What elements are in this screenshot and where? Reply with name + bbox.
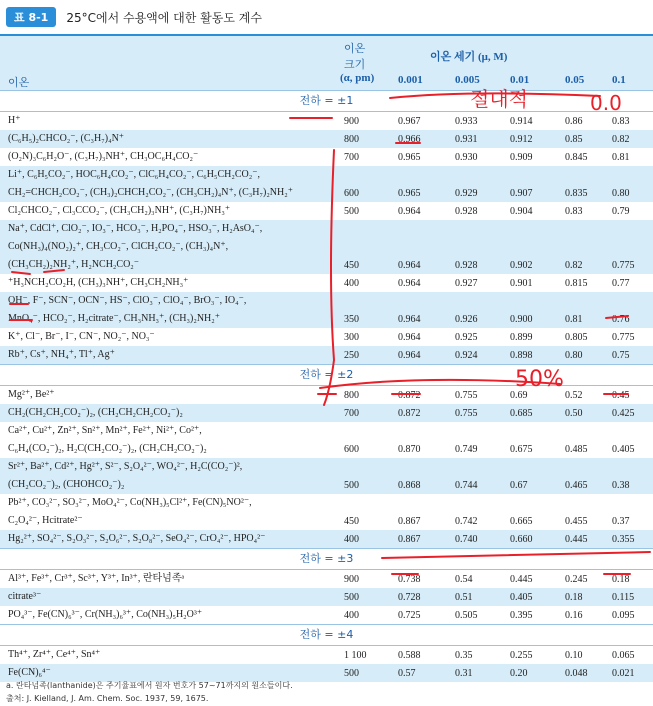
- activity-coefficient-cell: 0.872: [398, 390, 421, 401]
- ion-size-cell: 600: [344, 444, 359, 455]
- activity-coefficient-cell: 0.54: [455, 574, 473, 585]
- activity-coefficient-cell: 0.021: [612, 668, 635, 679]
- activity-coefficient-cell: 0.868: [398, 480, 421, 491]
- table-row: [0, 292, 653, 328]
- section-header: 전하 = ±1: [0, 90, 653, 112]
- activity-coefficient-cell: 0.405: [612, 444, 635, 455]
- activity-coefficient-cell: 0.964: [398, 332, 421, 343]
- table-row: [0, 130, 653, 148]
- footnote-lanthanide: a. 란타넘족(lanthanide)은 주기율표에서 원자 번호가 57~71까지의 원소들이다.: [6, 681, 293, 690]
- table-row: [0, 386, 653, 404]
- activity-coefficient-cell: 0.395: [510, 610, 533, 621]
- activity-coefficient-cell: 0.845: [565, 152, 588, 163]
- header-size-line1: 이온: [344, 42, 366, 55]
- activity-coefficient-cell: 0.665: [510, 516, 533, 527]
- activity-coefficient-cell: 0.83: [565, 206, 583, 217]
- ion-cell: [8, 606, 338, 624]
- ion-line: Li⁺, C₆H₅CO₂⁻, HOC₆H₄CO₂⁻, ClC₆H₄CO₂⁻, C₆H₅CH₂CO₂⁻,: [8, 169, 261, 180]
- activity-coefficient-cell: 0.51: [455, 592, 473, 603]
- activity-coefficient-cell: 0.355: [612, 534, 635, 545]
- activity-coefficient-cell: 0.870: [398, 444, 421, 455]
- table-row: [0, 646, 653, 664]
- activity-coefficient-cell: 0.835: [565, 188, 588, 199]
- activity-coefficient-cell: 0.930: [455, 152, 478, 163]
- table-row: [0, 588, 653, 606]
- ink-note-2: 0.0: [590, 91, 622, 115]
- ion-size-cell: 900: [344, 574, 359, 585]
- ion-line: Co(NH₃)₄(NO₂)₂⁺, CH₃CO₂⁻, ClCH₂CO₂⁻, (CH₃)₄N⁺,: [8, 241, 229, 252]
- section-header: 전하 = ±4: [0, 624, 653, 646]
- ion-line: (CH₂CO₂⁻)₂, (CHOHCO₂⁻)₂: [8, 479, 125, 490]
- activity-coefficient-cell: 0.967: [398, 116, 421, 127]
- activity-coefficient-cell: 0.405: [510, 592, 533, 603]
- activity-coefficient-cell: 0.928: [455, 260, 478, 271]
- ion-size-cell: 700: [344, 152, 359, 163]
- ion-line: (O₂N)₃C₆H₂O⁻, (C₃H₇)₃NH⁺, CH₃OC₆H₄CO₂⁻: [8, 151, 199, 162]
- ion-line: (C₆H₅)₂CHCO₂⁻, (C₃H₇)₄N⁺: [8, 133, 125, 144]
- activity-coefficient-cell: 0.425: [612, 408, 635, 419]
- header-strength-3: 0.01: [510, 74, 530, 86]
- ion-cell: [8, 292, 338, 328]
- activity-coefficient-cell: 0.914: [510, 116, 533, 127]
- activity-coefficient-cell: 0.16: [565, 610, 583, 621]
- activity-coefficient-cell: 0.660: [510, 534, 533, 545]
- activity-coefficient-cell: 0.909: [510, 152, 533, 163]
- activity-coefficient-cell: 0.85: [565, 134, 583, 145]
- table-badge: 표 8-1: [6, 7, 56, 27]
- activity-coefficient-cell: 0.964: [398, 260, 421, 271]
- activity-coefficient-cell: 0.685: [510, 408, 533, 419]
- activity-coefficient-cell: 0.964: [398, 206, 421, 217]
- ion-line: Th⁴⁺, Zr⁴⁺, Ce⁴⁺, Sn⁴⁺: [8, 649, 101, 660]
- ion-line: Sr²⁺, Ba²⁺, Cd²⁺, Hg²⁺, S²⁻, S₂O₄²⁻, WO₄²⁻, H₂C(CO₂⁻)²,: [8, 461, 243, 472]
- ion-line: H⁺: [8, 115, 21, 126]
- header-strength-4: 0.05: [565, 74, 585, 86]
- ion-size-cell: 400: [344, 610, 359, 621]
- ion-cell: [8, 346, 338, 364]
- ink-note-3: 50%: [515, 367, 564, 392]
- activity-coefficient-cell: 0.82: [565, 260, 583, 271]
- activity-coefficient-cell: 0.755: [455, 390, 478, 401]
- activity-coefficient-cell: 0.20: [510, 668, 528, 679]
- activity-coefficient-cell: 0.966: [398, 134, 421, 145]
- table-row: [0, 166, 653, 202]
- ion-size-cell: 500: [344, 592, 359, 603]
- ion-size-cell: 700: [344, 408, 359, 419]
- ion-cell: [8, 166, 338, 202]
- ion-line: Al³⁺, Fe³⁺, Cr³⁺, Sc³⁺, Y³⁺, In³⁺, 란타넘족ᵃ: [8, 573, 185, 584]
- table-row: [0, 274, 653, 292]
- ion-size-cell: 500: [344, 206, 359, 217]
- activity-coefficient-cell: 0.80: [565, 350, 583, 361]
- ion-size-cell: 350: [344, 314, 359, 325]
- activity-coefficient-cell: 0.928: [455, 206, 478, 217]
- activity-coefficient-cell: 0.18: [612, 574, 630, 585]
- activity-coefficient-cell: 0.81: [565, 314, 583, 325]
- activity-coefficient-cell: 0.902: [510, 260, 533, 271]
- activity-coefficient-cell: 0.588: [398, 650, 421, 661]
- ion-size-cell: 450: [344, 260, 359, 271]
- activity-coefficient-cell: 0.964: [398, 278, 421, 289]
- activity-coefficient-cell: 0.740: [455, 534, 478, 545]
- table-title: [6, 6, 262, 28]
- ion-line: C₆H₄(CO₂⁻)₂, H₂C(CH₂CO₂⁻)₂, (CH₂CH₂CO₂⁻)₂: [8, 443, 207, 454]
- table-row: [0, 422, 653, 458]
- activity-coefficient-cell: 0.965: [398, 152, 421, 163]
- activity-coefficient-cell: 0.965: [398, 188, 421, 199]
- activity-coefficient-cell: 0.912: [510, 134, 533, 145]
- ion-cell: [8, 148, 338, 166]
- activity-coefficient-cell: 0.75: [612, 350, 630, 361]
- activity-coefficient-cell: 0.775: [612, 332, 635, 343]
- ion-size-cell: 250: [344, 350, 359, 361]
- ion-size-cell: 300: [344, 332, 359, 343]
- ion-size-cell: 400: [344, 534, 359, 545]
- ion-line: OH⁻, F⁻, SCN⁻, OCN⁻, HS⁻, ClO₃⁻, ClO₄⁻, BrO₃⁻, IO₄⁻,: [8, 295, 247, 306]
- activity-coefficient-cell: 0.77: [612, 278, 630, 289]
- activity-coefficient-cell: 0.931: [455, 134, 478, 145]
- ion-line: Ca²⁺, Cu²⁺, Zn²⁺, Sn²⁺, Mn²⁺, Fe²⁺, Ni²⁺, Co²⁺,: [8, 425, 202, 436]
- ion-size-cell: 800: [344, 134, 359, 145]
- table-row: [0, 494, 653, 530]
- activity-coefficient-cell: 0.925: [455, 332, 478, 343]
- table-header: [0, 34, 653, 91]
- activity-coefficient-cell: 0.67: [510, 480, 528, 491]
- ink-note-1: 절대적: [470, 87, 528, 111]
- ion-size-cell: 900: [344, 116, 359, 127]
- activity-coefficient-cell: 0.445: [565, 534, 588, 545]
- ion-line: citrate³⁻: [8, 591, 42, 602]
- header-ion: 이온: [8, 76, 30, 89]
- activity-coefficient-cell: 0.255: [510, 650, 533, 661]
- ion-line: Mg²⁺, Be²⁺: [8, 389, 55, 400]
- ion-size-cell: 800: [344, 390, 359, 401]
- activity-coefficient-cell: 0.927: [455, 278, 478, 289]
- ion-cell: [8, 220, 338, 274]
- table-row: [0, 346, 653, 364]
- activity-coefficient-cell: 0.749: [455, 444, 478, 455]
- ion-cell: [8, 274, 338, 292]
- activity-coefficient-cell: 0.675: [510, 444, 533, 455]
- footnote-source: 출처: J. Kielland, J. Am. Chem. Soc. 1937, 59, 1675.: [6, 694, 209, 703]
- ion-cell: [8, 530, 338, 548]
- activity-coefficient-cell: 0.86: [565, 116, 583, 127]
- ion-cell: [8, 328, 338, 346]
- activity-coefficient-cell: 0.728: [398, 592, 421, 603]
- ion-cell: [8, 422, 338, 458]
- ion-line: C₂O₄²⁻, Hcitrate²⁻: [8, 515, 83, 526]
- activity-coefficient-cell: 0.805: [565, 332, 588, 343]
- ion-line: CH₂(CH₂CH₂CO₂⁻)₂, (CH₂CH₂CH₂CO₂⁻)₂: [8, 407, 183, 418]
- ion-line: MnO₄⁻, HCO₂⁻, H₂citrate⁻, CH₃NH₃⁺, (CH₃)₂NH₂⁺: [8, 313, 221, 324]
- ion-size-cell: 400: [344, 278, 359, 289]
- activity-coefficient-cell: 0.35: [455, 650, 473, 661]
- activity-coefficient-cell: 0.744: [455, 480, 478, 491]
- activity-coefficient-cell: 0.738: [398, 574, 421, 585]
- activity-coefficient-cell: 0.115: [612, 592, 635, 603]
- table-row: [0, 112, 653, 130]
- ion-line: Fe(CN)₆⁴⁻: [8, 667, 51, 678]
- activity-coefficient-cell: 0.899: [510, 332, 533, 343]
- ion-line: Cl₂CHCO₂⁻, Cl₃CCO₂⁻, (CH₃CH₂)₃NH⁺, (C₃H₇)NH₃⁺: [8, 205, 231, 216]
- activity-coefficient-cell: 0.81: [612, 152, 630, 163]
- table-row: [0, 202, 653, 220]
- ion-cell: [8, 404, 338, 422]
- table-row: [0, 458, 653, 494]
- ion-line: Pb²⁺, CO₃²⁻, SO₃²⁻, MoO₄²⁻, Co(NH₃)₅Cl²⁺, Fe(CN)₅NO²⁻,: [8, 497, 252, 508]
- activity-coefficient-cell: 0.505: [455, 610, 478, 621]
- ion-cell: [8, 112, 338, 130]
- ion-cell: [8, 130, 338, 148]
- activity-coefficient-cell: 0.815: [565, 278, 588, 289]
- table-row: [0, 148, 653, 166]
- activity-coefficient-cell: 0.37: [612, 516, 630, 527]
- activity-coefficient-cell: 0.69: [510, 390, 528, 401]
- ion-line: ⁺H₃NCH₂CO₂H, (CH₃)₃NH⁺, CH₃CH₂NH₃⁺: [8, 277, 189, 288]
- ion-cell: [8, 202, 338, 220]
- ion-cell: [8, 646, 338, 664]
- activity-coefficient-cell: 0.79: [612, 206, 630, 217]
- activity-coefficient-cell: 0.924: [455, 350, 478, 361]
- table-row: [0, 606, 653, 624]
- activity-coefficient-cell: 0.52: [565, 390, 583, 401]
- activity-coefficient-cell: 0.445: [510, 574, 533, 585]
- activity-coefficient-cell: 0.57: [398, 668, 416, 679]
- header-size-line2: 크기: [344, 58, 366, 71]
- activity-coefficient-cell: 0.065: [612, 650, 635, 661]
- ion-size-cell: 600: [344, 188, 359, 199]
- ion-cell: [8, 386, 338, 404]
- activity-coefficient-cell: 0.10: [565, 650, 583, 661]
- ion-size-cell: 1 100: [344, 650, 367, 661]
- activity-coefficient-cell: 0.095: [612, 610, 635, 621]
- activity-coefficient-cell: 0.898: [510, 350, 533, 361]
- section-header: 전하 = ±3: [0, 548, 653, 570]
- activity-coefficient-cell: 0.964: [398, 314, 421, 325]
- header-size-line3: (α, pm): [340, 72, 375, 84]
- ion-cell: [8, 494, 338, 530]
- activity-coefficient-cell: 0.80: [612, 188, 630, 199]
- activity-coefficient-cell: 0.742: [455, 516, 478, 527]
- header-ionic-strength: 이온 세기 (μ, M): [430, 51, 508, 63]
- header-strength-5: 0.1: [612, 74, 626, 86]
- ion-size-cell: 500: [344, 480, 359, 491]
- activity-coefficient-cell: 0.18: [565, 592, 583, 603]
- table-row: [0, 404, 653, 422]
- activity-coefficient-cell: 0.755: [455, 408, 478, 419]
- activity-coefficient-cell: 0.964: [398, 350, 421, 361]
- activity-coefficient-cell: 0.245: [565, 574, 588, 585]
- activity-coefficient-cell: 0.45: [612, 390, 630, 401]
- activity-coefficient-cell: 0.38: [612, 480, 630, 491]
- ion-line: K⁺, Cl⁻, Br⁻, I⁻, CN⁻, NO₂⁻, NO₃⁻: [8, 331, 155, 342]
- ion-line: PO₄³⁻, Fe(CN)₆³⁻, Cr(NH₃)₆³⁺, Co(NH₃)₅H₂O³⁺: [8, 609, 203, 620]
- ion-size-cell: 500: [344, 668, 359, 679]
- activity-coefficient-cell: 0.907: [510, 188, 533, 199]
- activity-coefficient-cell: 0.31: [455, 668, 473, 679]
- activity-coefficient-cell: 0.775: [612, 260, 635, 271]
- activity-coefficient-cell: 0.455: [565, 516, 588, 527]
- activity-coefficient-cell: 0.867: [398, 516, 421, 527]
- ion-cell: [8, 458, 338, 494]
- activity-coefficient-cell: 0.485: [565, 444, 588, 455]
- ion-line: Hg₂²⁺, SO₄²⁻, S₂O₃²⁻, S₂O₆²⁻, S₂O₈²⁻, SeO₄²⁻, CrO₄²⁻, HPO₄²⁻: [8, 533, 266, 544]
- activity-coefficient-cell: 0.901: [510, 278, 533, 289]
- ion-cell: [8, 588, 338, 606]
- activity-coefficient-cell: 0.82: [612, 134, 630, 145]
- activity-coefficient-cell: 0.904: [510, 206, 533, 217]
- activity-coefficient-cell: 0.76: [612, 314, 630, 325]
- header-strength-1: 0.001: [398, 74, 423, 86]
- table-row: [0, 570, 653, 588]
- header-strength-2: 0.005: [455, 74, 480, 86]
- activity-coefficient-cell: 0.929: [455, 188, 478, 199]
- activity-coefficient-cell: 0.83: [612, 116, 630, 127]
- table-caption: 25°C에서 수용액에 대한 활동도 계수: [66, 10, 262, 25]
- table-row: [0, 328, 653, 346]
- activity-coefficient-cell: 0.725: [398, 610, 421, 621]
- ion-line: (CH₃CH₂)₂NH₂⁺, H₂NCH₂CO₂⁻: [8, 259, 140, 270]
- activity-coefficient-cell: 0.926: [455, 314, 478, 325]
- table-row: [0, 530, 653, 548]
- ion-line: Rb⁺, Cs⁺, NH₄⁺, Tl⁺, Ag⁺: [8, 349, 115, 360]
- ion-cell: [8, 570, 338, 588]
- activity-coefficient-cell: 0.50: [565, 408, 583, 419]
- section-header: 전하 = ±2: [0, 364, 653, 386]
- activity-coefficient-cell: 0.933: [455, 116, 478, 127]
- activity-coefficient-cell: 0.867: [398, 534, 421, 545]
- ion-line: CH₂=CHCH₂CO₂⁻, (CH₃)₂CHCH₂CO₂⁻, (CH₃CH₂)₄N⁺, (C₃H₇)₂NH₂⁺: [8, 187, 294, 198]
- activity-coefficient-cell: 0.048: [565, 668, 588, 679]
- activity-coefficient-cell: 0.465: [565, 480, 588, 491]
- table-row: [0, 220, 653, 274]
- activity-coefficient-cell: 0.872: [398, 408, 421, 419]
- ion-size-cell: 450: [344, 516, 359, 527]
- ion-line: Na⁺, CdCl⁺, ClO₂⁻, IO₃⁻, HCO₃⁻, H₂PO₄⁻, HSO₃⁻, H₂AsO₄⁻,: [8, 223, 263, 234]
- activity-coefficient-cell: 0.900: [510, 314, 533, 325]
